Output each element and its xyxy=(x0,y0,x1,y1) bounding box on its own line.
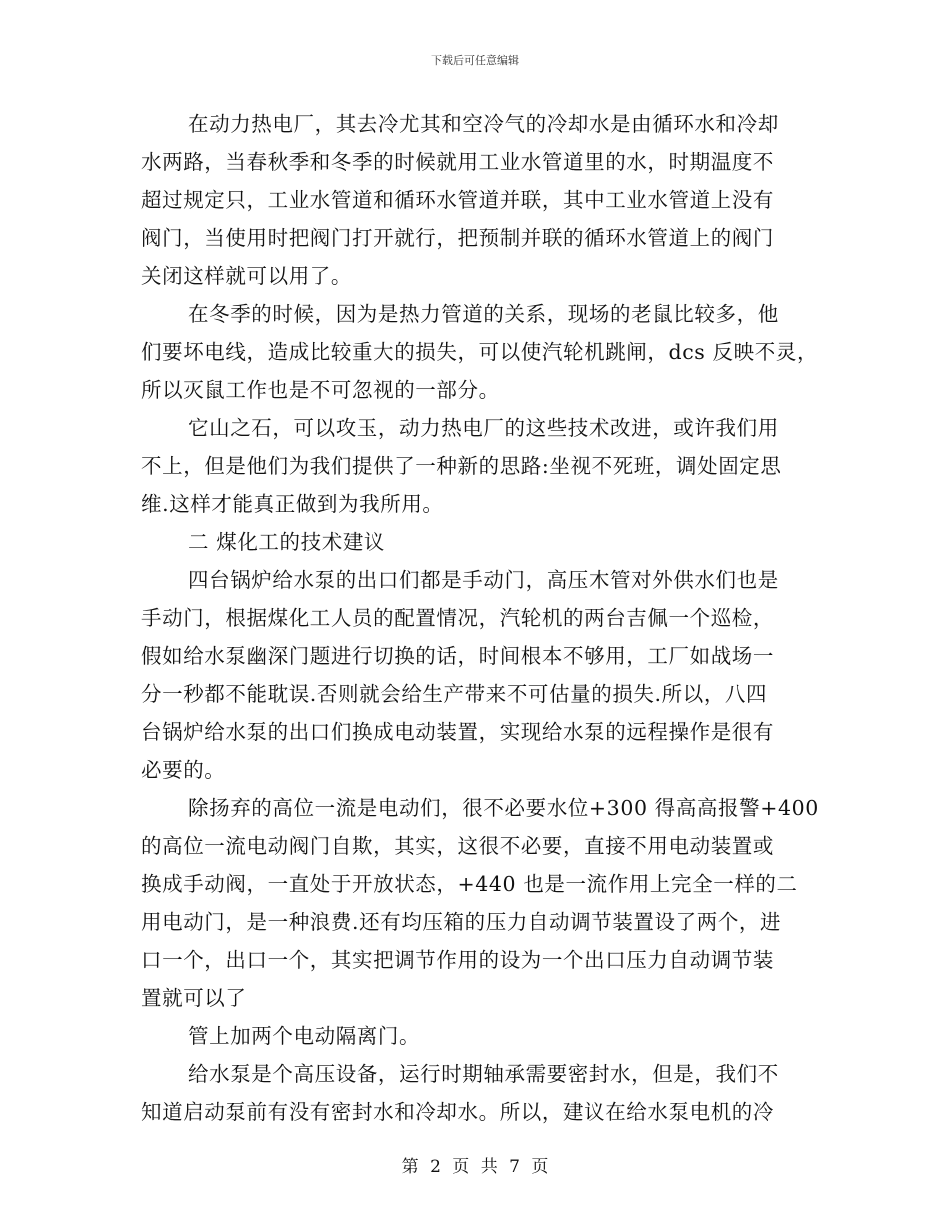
text-line: 关闭这样就可以用了。 xyxy=(141,264,352,288)
text-line: 台锅炉给水泵的出口们换成电动装置，实现给水泵的远程操作是很有 xyxy=(141,720,774,744)
text-line: 管上加两个电动隔离门。 xyxy=(188,1024,421,1048)
text-line: 知道启动泵前有没有密封水和冷却水。所以，建议在给水泵电机的冷 xyxy=(141,1100,774,1124)
text-line: 用电动门，是一种浪费.还有均压箱的压力自动调节装置设了两个，进 xyxy=(141,910,782,934)
text-line: 给水泵是个高压设备，运行时期轴承需要密封水，但是，我们不 xyxy=(188,1062,779,1086)
text-line: 手动门，根据煤化工人员的配置情况，汽轮机的两台吉佩一个巡检， xyxy=(141,606,774,630)
text-line: 水两路，当春秋季和冬季的时候就用工业水管道里的水，时期温度不 xyxy=(141,150,774,174)
text-line: 四台锅炉给水泵的出口们都是手动门，高压木管对外供水们也是 xyxy=(188,568,779,592)
text-line: 阀门，当使用时把阀门打开就行，把预制并联的循环水管道上的阀门 xyxy=(141,226,774,250)
text-line: 在冬季的时候，因为是热力管道的关系，现场的老鼠比较多，他 xyxy=(188,302,779,326)
text-line: 在动力热电厂，其去冷尤其和空冷气的冷却水是由循环水和冷却 xyxy=(188,112,779,136)
text-line: 换成手动阀，一直处于开放状态，+440 也是一流作用上完全一样的二 xyxy=(141,872,798,896)
text-line: 除扬弃的高位一流是电动们，很不必要水位+300 得高高报警+400 xyxy=(188,796,819,820)
document-body xyxy=(141,105,819,1131)
text-line: 的高位一流电动阀门自欺，其实，这很不必要，直接不用电动装置或 xyxy=(141,834,774,858)
text-line: 超过规定只，工业水管道和循环水管道并联，其中工业水管道上没有 xyxy=(141,188,774,212)
page-number: 第 2 页 共 7 页 xyxy=(401,1157,549,1177)
text-line: 口一个，出口一个，其实把调节作用的设为一个出口压力自动调节装 xyxy=(141,948,774,972)
text-line: 分一秒都不能耽误.否则就会给生产带来不可估量的损失.所以，八四 xyxy=(141,682,768,706)
text-line: 所以灭鼠工作也是不可忽视的一部分。 xyxy=(141,378,500,402)
text-line: 维.这样才能真正做到为我所用。 xyxy=(141,492,444,516)
section-heading: 二 煤化工的技术建议 xyxy=(188,530,386,554)
text-line: 不上，但是他们为我们提供了一种新的思路:坐视不死班，调处固定思 xyxy=(141,454,782,478)
text-line: 假如给水泵幽深门题进行切换的话，时间根本不够用，工厂如战场一 xyxy=(141,644,774,668)
text-line: 必要的。 xyxy=(141,758,226,782)
text-line: 它山之石，可以攻玉，动力热电厂的这些技术改进，或许我们用 xyxy=(188,416,779,440)
text-line: 们要坏电线，造成比较重大的损失，可以使汽轮机跳闸，dcs 反映不灵， xyxy=(141,340,819,364)
page-header-note: 下载后可任意编辑 xyxy=(431,54,519,67)
text-line: 置就可以了 xyxy=(141,986,247,1010)
